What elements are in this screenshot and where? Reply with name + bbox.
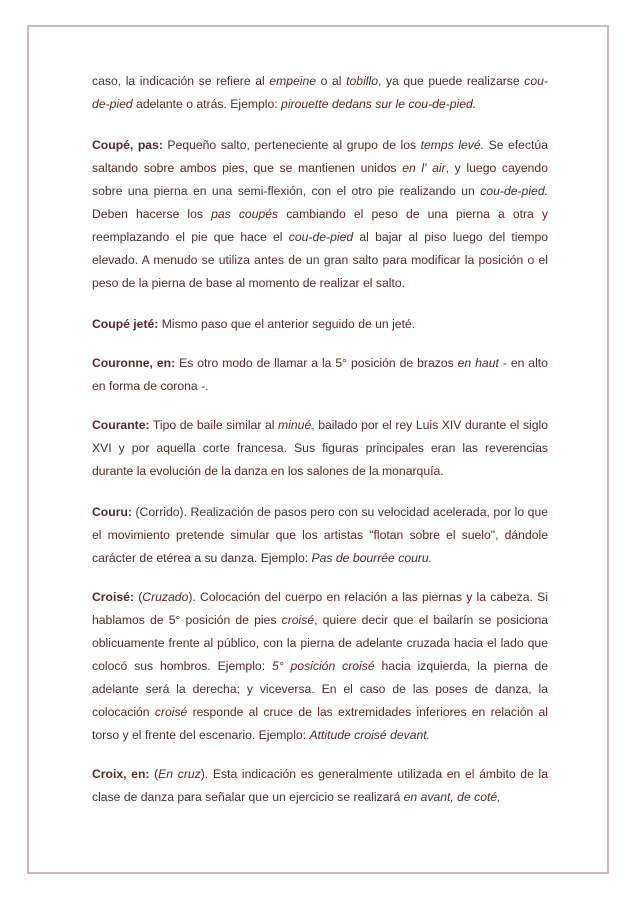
body-text: adelante o atrás. Ejemplo: bbox=[132, 97, 282, 111]
italic-text: temps levé. bbox=[420, 138, 485, 152]
body-text: cambiando el peso de una pierna a otra y reemplazando el pie que hace el bbox=[92, 207, 548, 244]
entry-coupe-jete bbox=[92, 313, 548, 336]
italic-text: cou-de-pied. bbox=[480, 184, 548, 198]
italic-text: pirouette dedans sur le cou-de-pied. bbox=[281, 97, 477, 111]
body-text: (Corrido). Realización de pasos pero con su velocidad acelerada, por lo que el movimiento pretende simular que los artistas "flotan sobre el suelo", dándole carácter de etérea a su danza. Ejemplo: bbox=[92, 505, 548, 565]
italic-text: Cruzado bbox=[142, 590, 189, 604]
entry-term: Croisé: bbox=[92, 590, 134, 604]
body-text: Deben hacerse los bbox=[92, 207, 212, 221]
italic-text: En cruz bbox=[158, 767, 201, 781]
entry-croise bbox=[92, 586, 548, 747]
body-text: Tipo de baile similar al bbox=[149, 418, 279, 432]
entry-croix-en bbox=[92, 763, 548, 809]
entry-term: Courante: bbox=[92, 418, 150, 432]
body-text: Pequeño salto, perteneciente al grupo de los bbox=[162, 138, 421, 152]
entry-term: Couronne, en: bbox=[92, 356, 176, 370]
italic-text: en haut bbox=[457, 356, 499, 370]
italic-text: Attitude croisé devant. bbox=[309, 728, 431, 742]
italic-text: minué bbox=[278, 418, 312, 432]
italic-text: en avant, de coté, bbox=[403, 790, 501, 804]
italic-text: 5° posición croisé bbox=[271, 659, 375, 673]
body-text: ( bbox=[134, 590, 143, 604]
entry-term: Coupé jeté: bbox=[92, 317, 159, 331]
body-text: o al bbox=[316, 74, 347, 88]
entry-courante bbox=[92, 414, 548, 483]
entry-term: Couru: bbox=[92, 505, 132, 519]
body-text: , quiere decir que el bailarín se posiciona oblicuamente frente al público, con la pierna de adelante cruzada hacia el lado que colocó sus hombros. Ejemplo: bbox=[92, 613, 549, 673]
body-text: Se efectúa saltando sobre ambos pies, que se mantienen unidos bbox=[92, 138, 548, 175]
body-text: , ya que puede realizarse bbox=[377, 74, 525, 88]
body-text: ). Colocación del cuerpo en relación a las piernas y la cabeza. Si hablamos de 5° posición de pies bbox=[92, 590, 548, 627]
body-text: caso, la indicación se refiere al bbox=[92, 74, 270, 88]
italic-text: en l' air bbox=[402, 161, 446, 175]
italic-text: croisé bbox=[154, 705, 188, 719]
entry-term: Croix, en: bbox=[92, 767, 150, 781]
body-text: - en alto en forma de corona -. bbox=[92, 356, 548, 393]
paragraph-continuation bbox=[92, 70, 548, 116]
entry-term: Coupé, pas: bbox=[92, 138, 163, 152]
body-text: al bajar al piso luego del tiempo elevado. A menudo se utiliza antes de un gran salto para modificar la posición o el peso de la pierna de base al momento de realizar el salto. bbox=[92, 230, 549, 290]
body-text: ). Esta indicación es generalmente utilizada en el ámbito de la clase de danza para señalar que un ejercicio se realizará bbox=[92, 767, 548, 804]
entry-coupe-pas bbox=[92, 134, 548, 295]
body-text: ( bbox=[149, 767, 159, 781]
italic-text: cou-de-pied bbox=[92, 74, 548, 111]
italic-text: Pas de bourrée couru. bbox=[311, 551, 433, 565]
body-text: Mismo paso que el anterior seguido de un jeté. bbox=[158, 317, 416, 331]
document-body bbox=[92, 70, 548, 809]
entry-couronne-en bbox=[92, 352, 548, 398]
italic-text: croisé bbox=[281, 613, 315, 627]
italic-text: tobillo bbox=[346, 74, 378, 88]
italic-text: empeine bbox=[269, 74, 317, 88]
body-text: , y luego cayendo sobre una pierna en una semi-flexión, con el otro pie realizando un bbox=[92, 161, 548, 198]
italic-text: cou-de-pied bbox=[288, 230, 354, 244]
body-text: Es otro modo de llamar a la 5° posición de brazos bbox=[175, 356, 458, 370]
body-text: hacia izquierda, la pierna de adelante será la derecha; y viceversa. En el caso de las poses de danza, la colocación bbox=[92, 659, 548, 719]
entry-couru bbox=[92, 501, 548, 570]
italic-text: pas coupés bbox=[211, 207, 279, 221]
body-text: , bailado por el rey Luis XIV durante el siglo XVI y por aquella corte francesa. Sus figuras principales eran las reverencias durante la evolución de la danza en los salones de la monarquía. bbox=[92, 418, 548, 478]
body-text: responde al cruce de las extremidades inferiores en relación al torso y el frente del escenario. Ejemplo: bbox=[92, 705, 548, 742]
